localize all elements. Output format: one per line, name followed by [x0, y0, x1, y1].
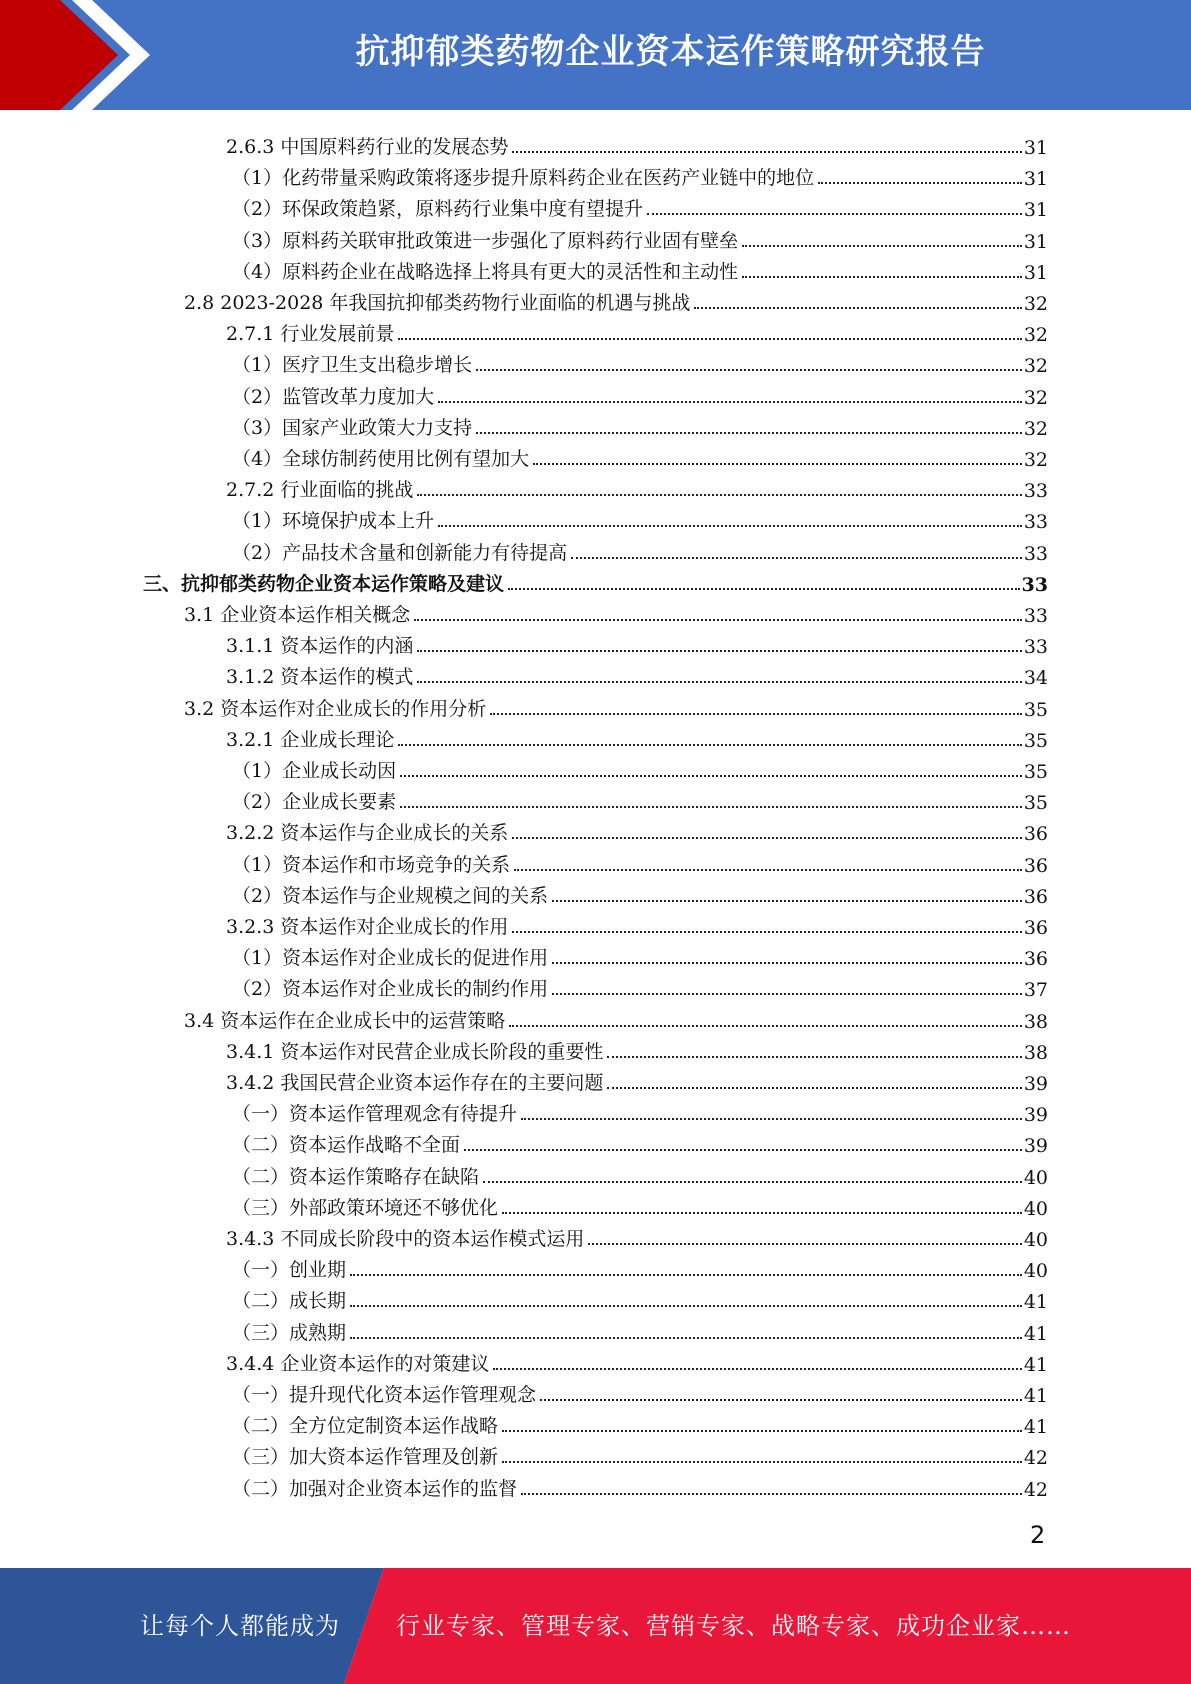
toc-entry-page: 31: [1023, 199, 1048, 222]
toc-entry-page: 38: [1023, 1010, 1048, 1033]
toc-entry-label: （二）加强对企业资本运作的监督: [232, 1477, 518, 1500]
toc-entry-label: （1）资本运作对企业成长的促进作用: [232, 947, 549, 970]
toc-entry-page: 36: [1023, 854, 1048, 877]
toc-dot-leader: [398, 744, 1021, 746]
toc-entry-page: 36: [1023, 885, 1048, 908]
toc-entry-label: （1）化药带量采购政策将逐步提升原料药企业在医药产业链中的地位: [232, 167, 815, 190]
toc-dot-leader: [607, 1056, 1021, 1058]
toc-entry-page: 41: [1023, 1385, 1048, 1407]
toc-entry-label: （一）创业期: [232, 1259, 347, 1282]
toc-entry[interactable]: [232, 970, 1048, 1001]
toc-entry-page: 39: [1023, 1135, 1048, 1158]
toc-entry[interactable]: [232, 222, 1048, 253]
toc-entry[interactable]: [232, 1407, 1048, 1438]
toc-entry[interactable]: [226, 315, 1048, 346]
toc-entry[interactable]: [232, 1282, 1048, 1313]
toc-entry-label: （1）资本运作和市场竞争的关系: [232, 853, 511, 876]
toc-entry-page: 41: [1023, 1322, 1048, 1345]
toc-dot-leader: [552, 993, 1022, 995]
toc-entry-label: 3.2.1 企业成长理论: [226, 728, 395, 751]
toc-entry[interactable]: [226, 658, 1048, 689]
toc-entry-label: 3.1 企业资本运作相关概念: [184, 604, 411, 626]
toc-dot-leader: [508, 588, 1020, 590]
toc-entry-label: （三）成熟期: [232, 1321, 347, 1344]
toc-entry[interactable]: [232, 877, 1048, 908]
toc-entry-label: 3.4.1 资本运作对民营企业成长阶段的重要性: [226, 1040, 604, 1063]
toc-dot-leader: [398, 338, 1021, 340]
toc-entry-label: （1）环境保护成本上升: [232, 510, 435, 533]
toc-entry[interactable]: [232, 346, 1048, 377]
toc-entry[interactable]: [226, 471, 1048, 502]
toc-dot-leader: [476, 369, 1022, 371]
toc-entry-label: （二）全方位定制资本运作战略: [232, 1415, 499, 1438]
toc-entry-page: 33: [1023, 480, 1048, 503]
toc-dot-leader: [588, 1243, 1021, 1245]
toc-entry[interactable]: [226, 128, 1048, 159]
toc-entry[interactable]: [232, 752, 1048, 783]
toc-entry-label: 3.1.2 资本运作的模式: [226, 666, 414, 689]
toc-entry-page: 32: [1023, 449, 1048, 471]
toc-entry[interactable]: [226, 1064, 1048, 1095]
toc-entry-label: （3）原料药关联审批政策进一步强化了原料药行业固有壁垒: [232, 229, 739, 252]
toc-entry-label: 2.6.3 中国原料药行业的发展态势: [226, 136, 509, 158]
toc-entry[interactable]: [232, 440, 1048, 471]
toc-entry-label: 2.8 2023-2028 年我国抗抑郁类药物行业面临的机遇与挑战: [184, 292, 691, 314]
toc-dot-leader: [818, 182, 1022, 184]
toc-entry-label: 3.2.3 资本运作对企业成长的作用: [226, 916, 509, 938]
toc-entry[interactable]: [232, 502, 1048, 533]
toc-entry[interactable]: [226, 1345, 1048, 1376]
toc-dot-leader: [552, 962, 1022, 964]
toc-dot-leader: [400, 806, 1022, 808]
toc-entry[interactable]: [232, 1126, 1048, 1157]
toc-entry-page: 35: [1023, 761, 1048, 783]
toc-entry[interactable]: [232, 253, 1048, 284]
toc-entry[interactable]: [232, 534, 1048, 565]
toc-dot-leader: [607, 1087, 1021, 1089]
toc-dot-leader: [540, 1399, 1022, 1401]
page-footer: [0, 1568, 1191, 1684]
toc-dot-leader: [647, 213, 1022, 215]
toc-dot-leader: [694, 307, 1021, 309]
toc-dot-leader: [514, 869, 1022, 871]
footer-slogan-left: 让每个人都能成为: [140, 1612, 340, 1640]
toc-entry-label: （2）监管改革力度加大: [232, 385, 435, 408]
toc-entry[interactable]: [226, 627, 1048, 658]
toc-entry[interactable]: [232, 190, 1048, 221]
toc-entry-label: （一）资本运作管理观念有待提升: [232, 1103, 518, 1126]
toc-entry-page: 36: [1023, 948, 1048, 971]
toc-entry-page: 31: [1023, 261, 1048, 284]
toc-entry-label: 3.1.1 资本运作的内涵: [226, 635, 414, 658]
toc-entry-label: （2）资本运作对企业成长的制约作用: [232, 978, 549, 1001]
toc-entry-page: 33: [1023, 636, 1048, 659]
toc-dot-leader: [438, 401, 1022, 403]
toc-entry-page: 40: [1023, 1197, 1048, 1220]
toc-dot-leader: [350, 1305, 1022, 1307]
toc-entry-label: 3.2.2 资本运作与企业成长的关系: [226, 822, 509, 845]
report-title: 抗抑郁类药物企业资本运作策略研究报告: [355, 32, 986, 72]
toc-entry-page: 33: [1021, 573, 1048, 596]
toc-dot-leader: [417, 681, 1021, 683]
toc-entry-page: 32: [1023, 386, 1048, 409]
toc-entry-page: 33: [1023, 542, 1048, 565]
toc-entry-label: （二）成长期: [232, 1290, 347, 1313]
toc-entry-page: 32: [1023, 324, 1048, 347]
toc-entry-label: 3.4.2 我国民营企业资本运作存在的主要问题: [226, 1072, 604, 1094]
toc-dot-leader: [493, 1368, 1021, 1370]
toc-entry-page: 32: [1023, 293, 1048, 315]
toc-dot-leader: [476, 432, 1022, 434]
toc-entry[interactable]: [232, 378, 1048, 409]
toc-entry[interactable]: [232, 1314, 1048, 1345]
toc-entry[interactable]: [232, 1470, 1048, 1501]
toc-entry[interactable]: [232, 1158, 1048, 1189]
toc-entry-label: （三）加大资本运作管理及创新: [232, 1446, 499, 1469]
toc-entry[interactable]: [232, 1376, 1048, 1407]
toc-entry-page: 41: [1023, 1416, 1048, 1439]
toc-dot-leader: [400, 775, 1022, 777]
toc-entry[interactable]: [232, 409, 1048, 440]
toc-dot-leader: [502, 1212, 1022, 1214]
toc-entry-page: 37: [1023, 979, 1048, 1002]
toc-entry-page: 34: [1023, 667, 1048, 690]
toc-entry-label: （二）资本运作策略存在缺陷: [232, 1165, 480, 1188]
toc-entry[interactable]: [184, 690, 1048, 721]
toc-entry-page: 35: [1023, 729, 1048, 752]
toc-entry-page: 38: [1023, 1041, 1048, 1064]
toc-entry-page: 31: [1023, 137, 1048, 159]
toc-entry-page: 40: [1023, 1260, 1048, 1283]
toc-entry-page: 35: [1023, 792, 1048, 815]
toc-entry-page: 42: [1023, 1478, 1048, 1501]
toc-entry-page: 36: [1023, 917, 1048, 939]
toc-entry[interactable]: [232, 783, 1048, 814]
toc-entry-label: （一）提升现代化资本运作管理观念: [232, 1384, 537, 1406]
toc-entry[interactable]: [184, 284, 1048, 315]
toc-entry-label: （2）资本运作与企业规模之间的关系: [232, 884, 549, 907]
toc-entry-label: （2）环保政策趋紧，原料药行业集中度有望提升: [232, 198, 644, 221]
toc-dot-leader: [438, 525, 1022, 527]
toc-dot-leader: [571, 557, 1022, 559]
toc-dot-leader: [483, 1181, 1022, 1183]
toc-entry-label: 3.4.4 企业资本运作的对策建议: [226, 1352, 490, 1375]
toc-dot-leader: [552, 900, 1022, 902]
toc-entry[interactable]: [226, 721, 1048, 752]
toc-dot-leader: [350, 1274, 1022, 1276]
toc-dot-leader: [490, 713, 1022, 715]
toc-dot-leader: [742, 276, 1022, 278]
page-header: [0, 0, 1191, 110]
toc-dot-leader: [533, 463, 1022, 465]
toc-entry-page: 39: [1023, 1104, 1048, 1127]
toc-entry[interactable]: [232, 1095, 1048, 1126]
toc-entry-label: 2.7.2 行业面临的挑战: [226, 479, 414, 502]
toc-entry-label: （1）医疗卫生支出稳步增长: [232, 354, 473, 377]
toc-dot-leader: [509, 1025, 1022, 1027]
toc-dot-leader: [521, 1118, 1022, 1120]
toc-dot-leader: [350, 1337, 1022, 1339]
toc-entry-page: 41: [1023, 1291, 1048, 1314]
toc-entry[interactable]: [143, 565, 1048, 596]
toc-entry[interactable]: [226, 1220, 1048, 1251]
toc-entry[interactable]: [232, 159, 1048, 190]
toc-entry-label: 三、抗抑郁类药物企业资本运作策略及建议: [143, 572, 505, 595]
toc-entry-page: 41: [1023, 1353, 1048, 1376]
toc-entry-page: 35: [1023, 698, 1048, 721]
toc-entry-label: （3）国家产业政策大力支持: [232, 416, 473, 439]
toc-entry[interactable]: [232, 1438, 1048, 1469]
toc-entry[interactable]: [232, 846, 1048, 877]
toc-dot-leader: [414, 619, 1022, 621]
toc-entry[interactable]: [226, 814, 1048, 845]
footer-slogan-right: 行业专家、管理专家、营销专家、战略专家、成功企业家……: [396, 1612, 1071, 1640]
toc-entry-label: （2）企业成长要素: [232, 791, 397, 814]
toc-entry[interactable]: [226, 1033, 1048, 1064]
toc-entry-label: （三）外部政策环境还不够优化: [232, 1196, 499, 1219]
toc-dot-leader: [512, 837, 1021, 839]
toc-entry-label: （4）全球仿制药使用比例有望加大: [232, 448, 530, 470]
page-number: 2: [1030, 1521, 1046, 1549]
toc-entry-page: 32: [1023, 417, 1048, 440]
toc-entry[interactable]: [226, 908, 1048, 939]
toc-entry-page: 31: [1023, 168, 1048, 191]
toc-dot-leader: [464, 1149, 1022, 1151]
toc-entry-page: 40: [1023, 1229, 1048, 1251]
toc-entry-label: 3.4 资本运作在企业成长中的运营策略: [184, 1009, 506, 1032]
toc-entry[interactable]: [232, 1189, 1048, 1220]
toc-entry-page: 32: [1023, 355, 1048, 378]
toc-entry-label: （2）产品技术含量和创新能力有待提高: [232, 541, 568, 564]
toc-entry-label: 3.2 资本运作对企业成长的作用分析: [184, 697, 487, 720]
toc-entry-page: 33: [1023, 605, 1048, 627]
toc-entry[interactable]: [184, 596, 1048, 627]
toc-entry-label: （4）原料药企业在战略选择上将具有更大的灵活性和主动性: [232, 260, 739, 283]
toc-entry-label: （1）企业成长动因: [232, 760, 397, 782]
toc-entry-page: 36: [1023, 823, 1048, 846]
toc-dot-leader: [502, 1461, 1022, 1463]
toc-dot-leader: [512, 931, 1021, 933]
toc-entry-label: 2.7.1 行业发展前景: [226, 323, 395, 346]
toc-dot-leader: [521, 1493, 1022, 1495]
toc-entry-label: （二）资本运作战略不全面: [232, 1134, 461, 1157]
toc-entry-page: 40: [1023, 1166, 1048, 1189]
toc-entry[interactable]: [184, 1002, 1048, 1033]
toc-entry[interactable]: [232, 939, 1048, 970]
toc-dot-leader: [417, 494, 1021, 496]
toc-entry-page: 39: [1023, 1073, 1048, 1095]
toc-entry-page: 31: [1023, 230, 1048, 253]
toc-dot-leader: [742, 245, 1022, 247]
toc-entry-page: 33: [1023, 511, 1048, 534]
toc-dot-leader: [502, 1430, 1022, 1432]
toc-entry[interactable]: [232, 1251, 1048, 1282]
toc-entry-page: 42: [1023, 1447, 1048, 1470]
toc-entry-label: 3.4.3 不同成长阶段中的资本运作模式运用: [226, 1228, 585, 1250]
toc-dot-leader: [417, 650, 1021, 652]
toc-dot-leader: [512, 151, 1021, 153]
